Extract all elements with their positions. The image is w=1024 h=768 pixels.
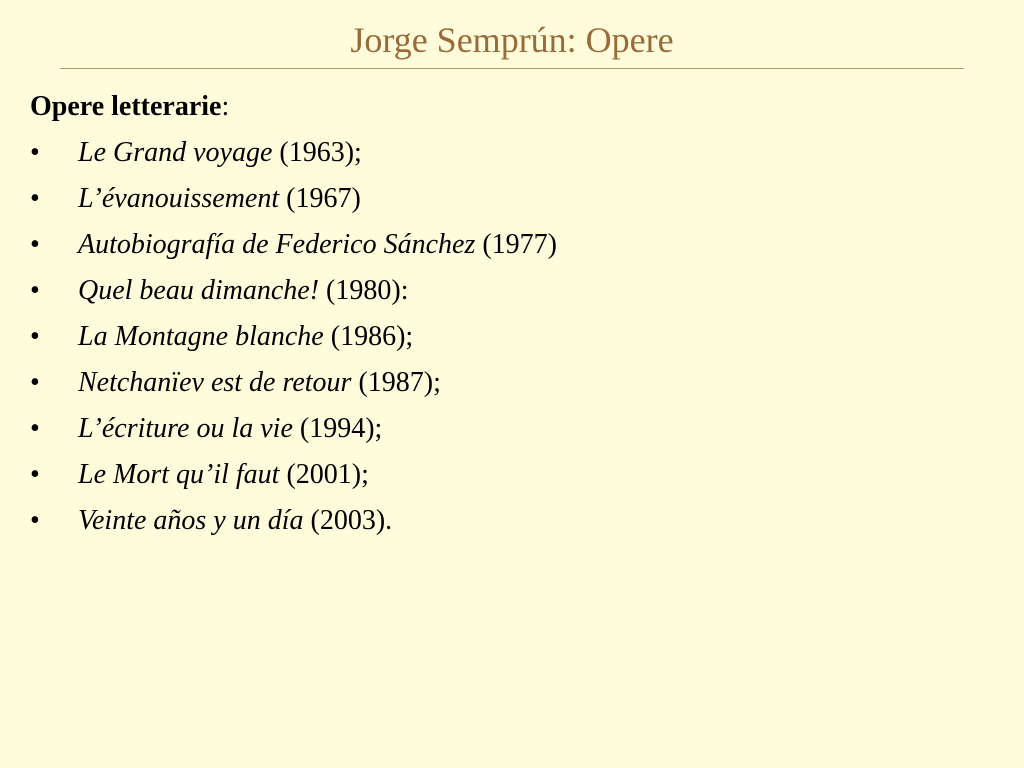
section-heading-colon: : [221,91,230,122]
work-detail: (1967) [279,183,361,214]
list-item [30,360,990,406]
list-item [30,130,990,176]
list-item [30,452,990,498]
list-item [30,222,990,268]
bullet-icon: • [30,321,40,352]
list-item [30,406,990,452]
work-detail: (1977) [475,229,558,260]
work-detail: (2003). [303,505,393,536]
bullet-icon: • [30,229,40,260]
work-detail: (2001); [279,459,369,490]
bullet-icon: • [30,459,40,490]
list-item [30,314,990,360]
work-title: La Montagne blanche [78,321,324,352]
work-title: Netchanïev est de retour [78,367,352,398]
work-title: Quel beau dimanche! [78,275,320,306]
bullet-icon: • [30,413,40,444]
work-title: Le Grand voyage [78,137,273,168]
work-detail: (1963); [272,137,362,168]
slide-title: Jorge Semprún: Opere [350,20,674,60]
work-detail: (1986); [323,321,414,352]
work-title: Veinte años y un día [78,505,304,536]
section-heading-label: Opere letterarie [30,91,222,122]
bullet-icon: • [30,137,40,168]
work-detail: (1994); [292,413,383,444]
section-heading [30,84,990,130]
bullet-icon: • [30,367,40,398]
works-list [30,130,990,544]
work-title: L’écriture ou la vie [78,413,293,444]
work-title: Le Mort qu’il faut [78,459,280,490]
work-title: L’évanouissement [78,183,280,214]
work-detail: (1987); [351,367,441,398]
list-item [30,498,990,544]
bullet-icon: • [30,183,40,214]
title-divider [60,68,964,69]
bullet-icon: • [30,505,40,536]
slide-body [30,84,990,544]
list-item [30,176,990,222]
bullet-icon: • [30,275,40,306]
list-item [30,268,990,314]
work-detail: (1980): [319,275,409,306]
work-title: Autobiografía de Federico Sánchez [78,229,476,260]
